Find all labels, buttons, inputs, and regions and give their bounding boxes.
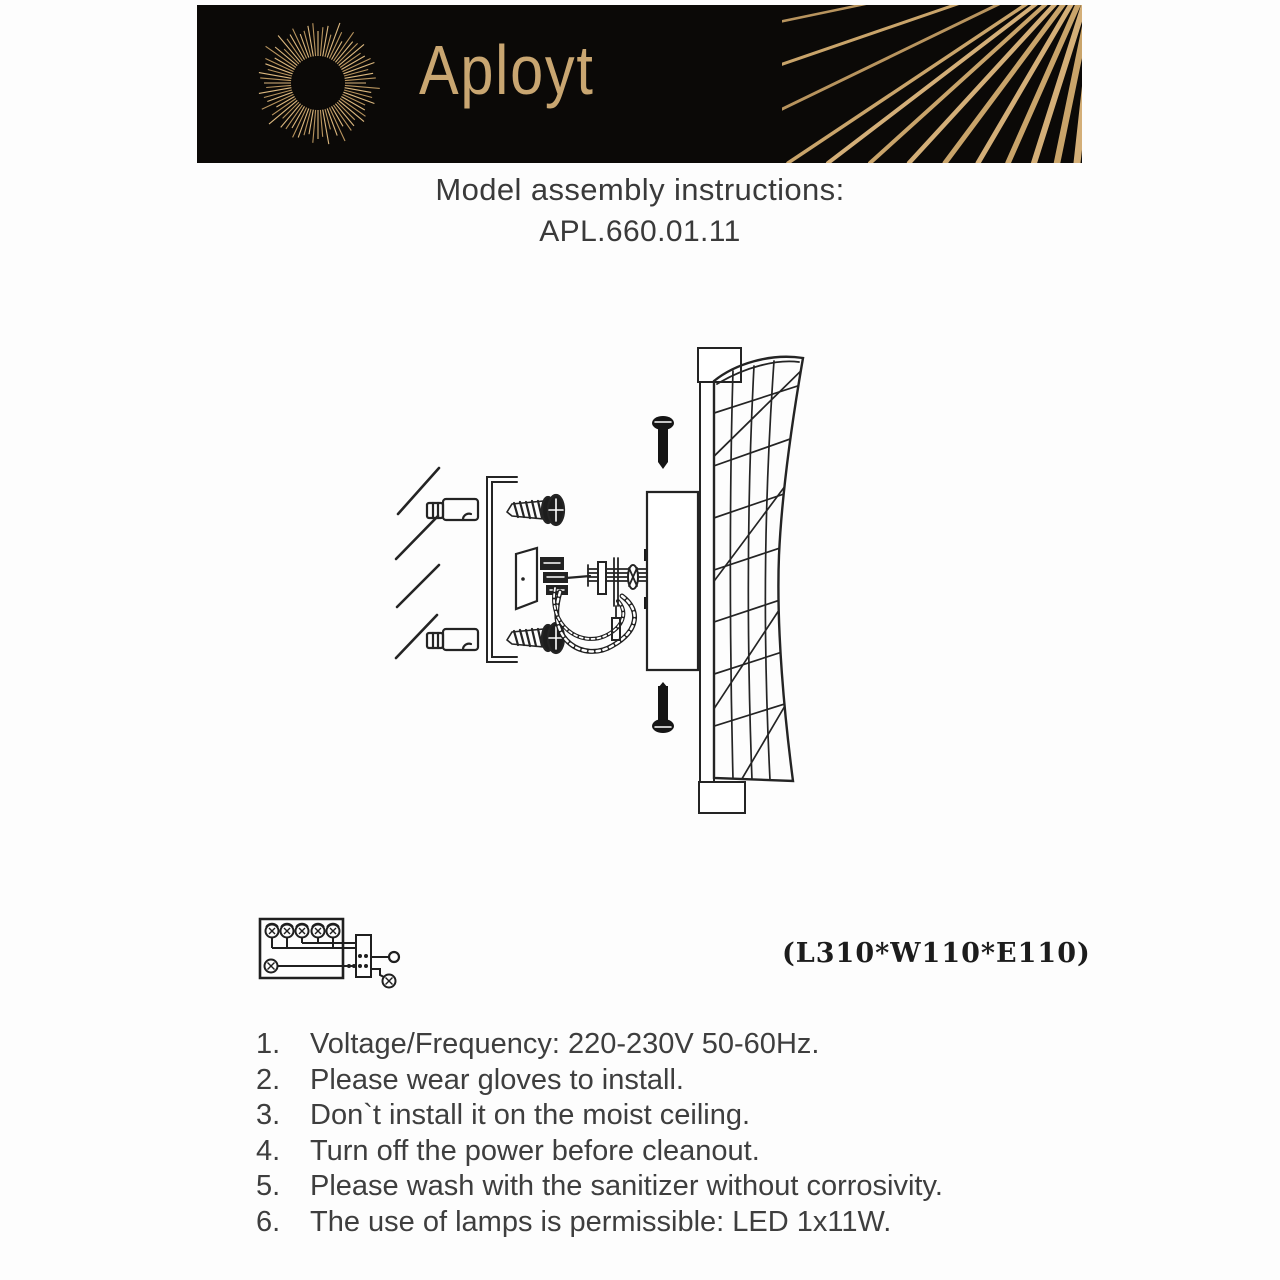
list-item-text: Don`t install it on the moist ceiling. xyxy=(310,1099,751,1131)
ray-fan-decoration-icon xyxy=(782,5,1082,163)
list-item-text: Voltage/Frequency: 220-230V 50-60Hz. xyxy=(310,1028,820,1060)
bolt-icon xyxy=(652,682,674,733)
list-item xyxy=(256,1170,1086,1206)
list-item-text: The use of lamps is permissible: LED 1x11W. xyxy=(310,1205,892,1238)
list-item xyxy=(256,1028,1086,1064)
lamp-screw-icon xyxy=(383,975,396,988)
list-item-number: 6. xyxy=(256,1205,281,1238)
list-item-text: Please wear gloves to install. xyxy=(310,1063,684,1096)
brand-name: Aployt xyxy=(419,31,595,109)
list-item-number: 5. xyxy=(256,1170,281,1202)
wall-anchor-icon xyxy=(427,499,478,520)
instructions-list xyxy=(256,1028,1086,1241)
list-item-number: 2. xyxy=(256,1063,281,1096)
brand-banner xyxy=(197,5,1082,163)
assembly-diagram-image xyxy=(370,335,830,825)
rod-assembly xyxy=(588,549,651,640)
wiring-diagram-image xyxy=(248,905,483,1020)
bolt-icon xyxy=(652,416,674,469)
lamp-shade xyxy=(700,357,812,825)
list-item xyxy=(256,1064,1086,1100)
lamp-terminal-icon xyxy=(389,952,399,962)
terminal-icons xyxy=(266,924,340,938)
mounting-plate xyxy=(647,492,698,670)
mounting-strip xyxy=(698,348,745,813)
page-title-block xyxy=(0,172,1280,249)
page-title: Model assembly instructions: xyxy=(435,172,845,207)
wall-anchor-icon xyxy=(427,629,478,650)
ground-screw-icon xyxy=(265,960,278,973)
list-item xyxy=(256,1099,1086,1135)
list-item-number: 4. xyxy=(256,1134,281,1167)
list-item-number: 3. xyxy=(256,1099,281,1131)
dimensions-label: (L310*W110*E110) xyxy=(782,938,1091,969)
list-item-number: 1. xyxy=(256,1028,281,1060)
model-number: APL.660.01.11 xyxy=(539,215,741,248)
list-item xyxy=(256,1135,1086,1171)
mounting-screw-icon xyxy=(507,495,564,525)
mounting-screw-icon xyxy=(507,623,564,653)
list-item-text: Please wash with the sanitizer without corrosivity. xyxy=(310,1170,943,1202)
list-item xyxy=(256,1206,1086,1242)
wall-hatch xyxy=(396,468,439,658)
list-item-text: Turn off the power before cleanout. xyxy=(310,1134,760,1167)
sunburst-logo-icon xyxy=(253,18,383,148)
